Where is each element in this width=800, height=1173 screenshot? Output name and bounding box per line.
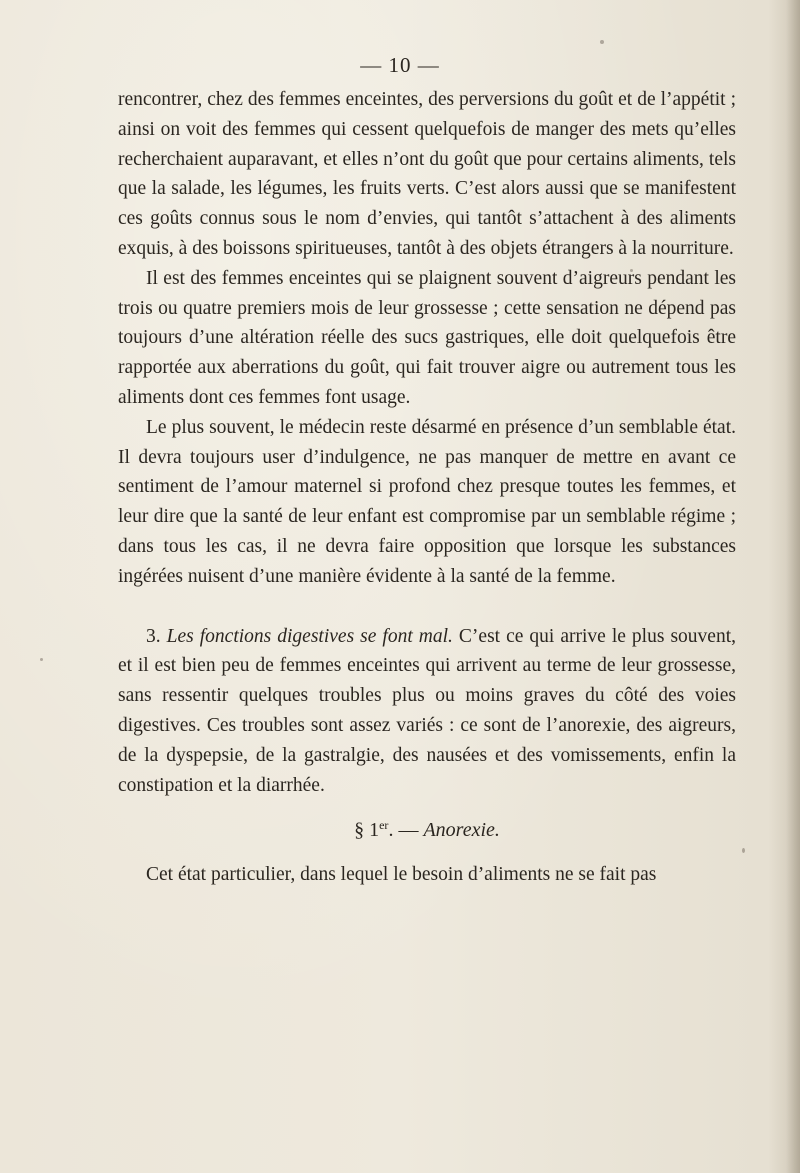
subsection-title: Anorexie. xyxy=(423,819,500,842)
section-number: 3. xyxy=(146,625,161,647)
section-mark: § xyxy=(354,819,365,842)
paragraph-gap xyxy=(118,592,736,622)
paper-speck xyxy=(40,658,43,661)
section-paragraph xyxy=(118,622,736,801)
paper-speck xyxy=(600,40,604,44)
page-number: — 10 — xyxy=(360,53,440,77)
paragraph: Le plus souvent, le médecin reste désarmé en présence d’un semblable état. Il devra toujours user d’indulgence, ne pas manquer de mettre en avant ce sentiment de l’amour maternel si profond chez presque toutes les femmes, et leur dire que la santé de leur enfant est compromise par un semblable régime ; dans tous les cas, il ne devra faire opposition que lorsque les substances ingérées nuisent d’une manière évidente à la santé de la femme. xyxy=(118,416,736,587)
paragraph: Il est des femmes enceintes qui se plaignent souvent d’aigreurs pendant les trois ou quatre premiers mois de leur grossesse ; cette sensation ne dépend pas toujours d’une altération réelle des sucs gastriques, elle doit quelquefois être rapportée aux aberrations du goût, qui fait trouver aigre ou autrement tous les aliments dont ces femmes font usage. xyxy=(118,267,736,408)
section-title: Les fonctions digestives se font mal. xyxy=(166,625,453,647)
page-edge-shadow xyxy=(786,0,800,1173)
paragraph: Cet état particulier, dans lequel le besoin d’aliments ne se fait pas xyxy=(146,864,657,886)
subsection-heading xyxy=(118,800,736,860)
body-text xyxy=(118,85,736,890)
subsection-dash: . — xyxy=(388,819,419,842)
section-text: C’est ce qui arrive le plus souvent, et il est bien peu de femmes enceintes qui arrivent au terme de leur grossesse, sans ressentir quelques troubles plus ou moins graves du côté des voies digestives. Ces troubles sont assez variés : ce sont de l’anorexie, des aigreurs, de la dyspepsie, de la gastralgie, des nausées et des vomissements, enfin la constipation et la diarrhée. xyxy=(118,625,736,796)
subsection-number: 1 xyxy=(369,819,380,842)
paragraph: rencontrer, chez des femmes enceintes, des perversions du goût et de l’appétit ; ainsi on voit des femmes qui cessent quelquefois de manger des mets qu’elles recherchaient auparavant, et elles n’ont du goût que pour certains aliments, tels que la salade, les légumes, les fruits verts. C’est alors aussi que se manifestent ces goûts connus sous le nom d’envies, qui tantôt s’attachent à des aliments exquis, à des boissons spiritueuses, tantôt à des objets étrangers à la nourriture. xyxy=(118,89,736,259)
subsection-sup: er xyxy=(379,818,389,833)
paper-speck xyxy=(742,848,745,853)
